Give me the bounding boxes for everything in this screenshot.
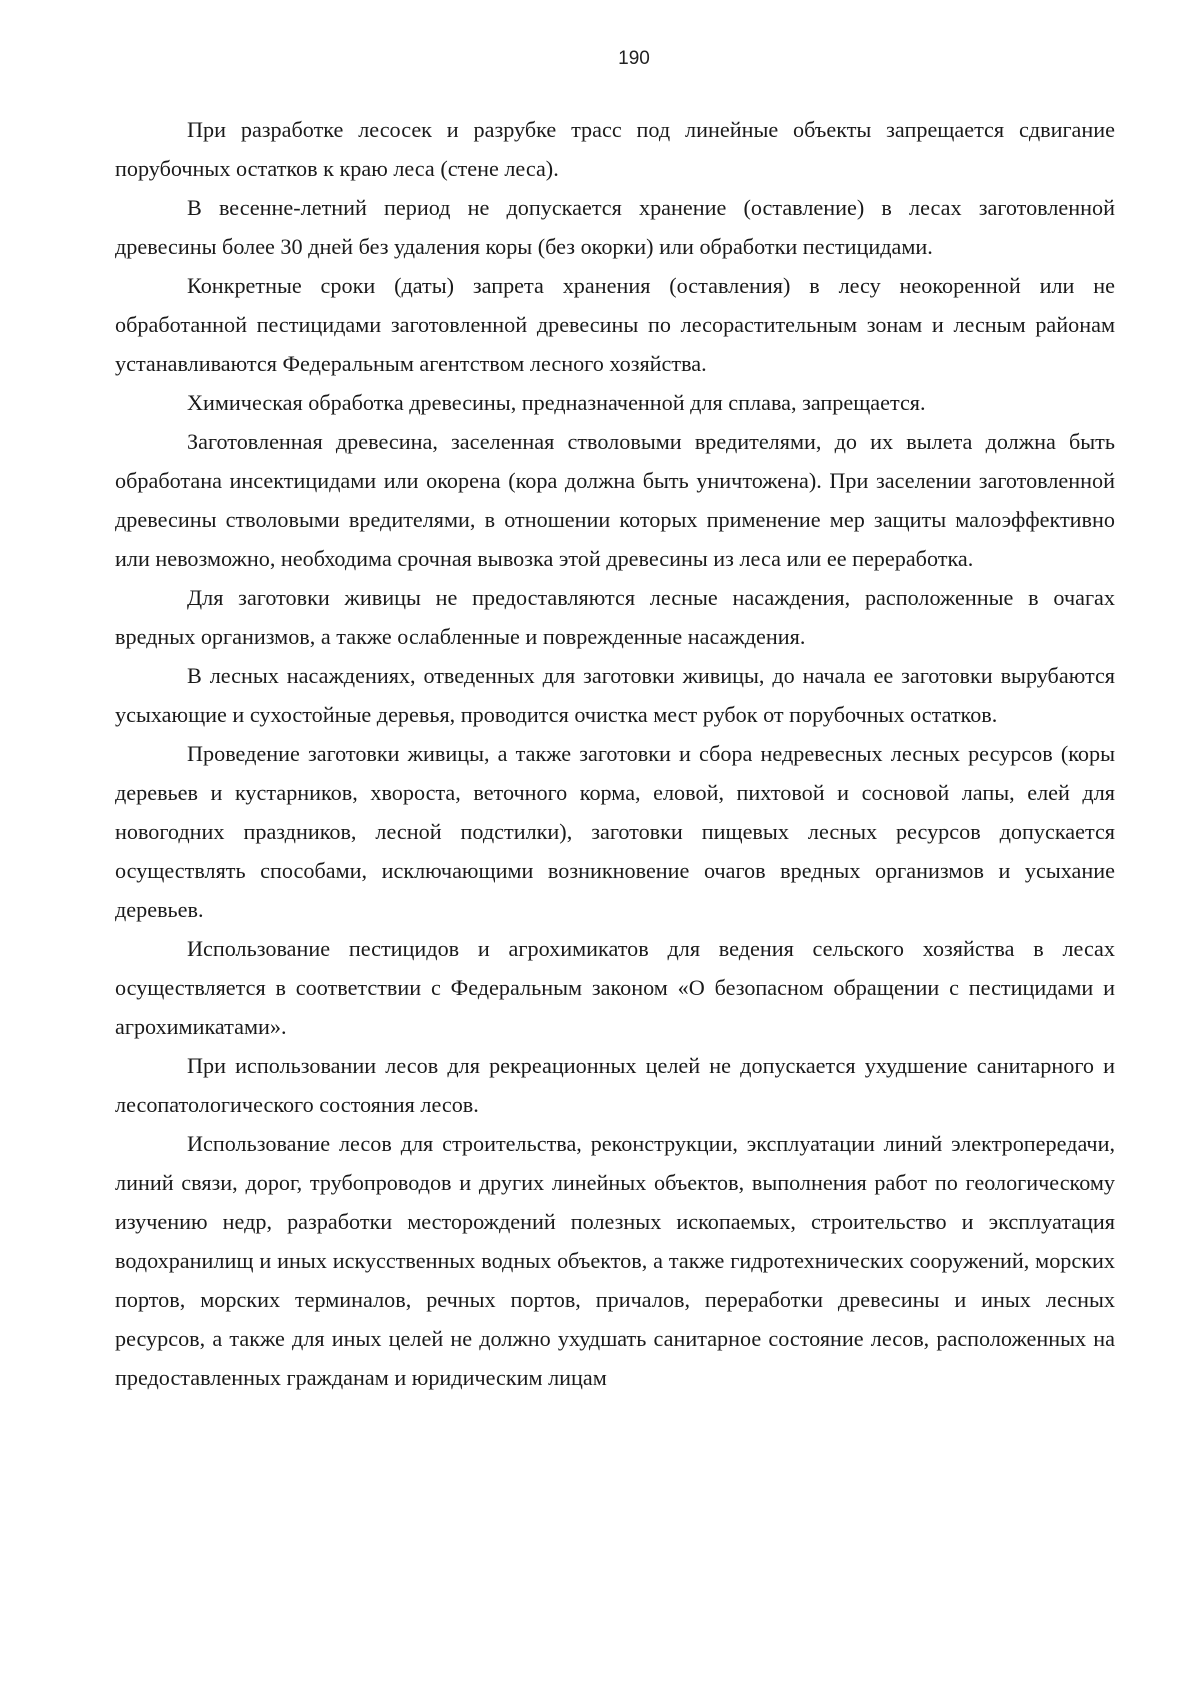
paragraph: Химическая обработка древесины, предназначенной для сплава, запрещается. (187, 390, 926, 415)
paragraph: В лесных насаждениях, отведенных для заготовки живицы, до начала ее заготовки вырубаются усыхающие и сухостойные деревья, проводится очистка мест рубок от порубочных остатков. (115, 663, 1115, 727)
paragraph: Конкретные сроки (даты) запрета хранения (оставления) в лесу неокоренной или не обработанной пестицидами заготовленной древесины по лесорастительным зонам и лесным районам устанавливаются Федеральным агентством лесного хозяйства. (115, 273, 1115, 376)
paragraph: Заготовленная древесина, заселенная стволовыми вредителями, до их вылета должна быть обработана инсектицидами или окорена (кора должна быть уничтожена). При заселении заготовленной древесины стволовыми вредителями, в отношении которых применение мер защиты малоэффективно или невозможно, необходима срочная вывозка этой древесины из леса или ее переработка. (115, 429, 1115, 571)
page-number: 190 (618, 48, 650, 69)
paragraph: Проведение заготовки живицы, а также заготовки и сбора недревесных лесных ресурсов (коры деревьев и кустарников, хвороста, веточного корма, еловой, пихтовой и сосновой лапы, елей для новогодних праздников, лесной подстилки), заготовки пищевых лесных ресурсов допускается осуществлять способами, исключающими возникновение очагов вредных организмов и усыхание деревьев. (115, 741, 1115, 922)
paragraph: В весенне-летний период не допускается хранение (оставление) в лесах заготовленной древесины более 30 дней без удаления коры (без окорки) или обработки пестицидами. (115, 195, 1115, 259)
paragraph: При использовании лесов для рекреационных целей не допускается ухудшение санитарного и лесопатологического состояния лесов. (115, 1053, 1115, 1117)
paragraph: Использование лесов для строительства, реконструкции, эксплуатации линий электропередачи, линий связи, дорог, трубопроводов и других линейных объектов, выполнения работ по геологическому изучению недр, разработки месторождений полезных ископаемых, строительство и эксплуатация водохранилищ и иных искусственных водных объектов, а также гидротехнических сооружений, морских портов, морских терминалов, речных портов, причалов, переработки древесины и иных лесных ресурсов, а также для иных целей не должно ухудшать санитарное состояние лесов, расположенных на предоставленных гражданам и юридическим лицам (115, 1131, 1115, 1390)
paragraph: Для заготовки живицы не предоставляются лесные насаждения, расположенные в очагах вредных организмов, а также ослабленные и поврежденные насаждения. (115, 585, 1115, 649)
paragraph: Использование пестицидов и агрохимикатов для ведения сельского хозяйства в лесах осуществляется в соответствии с Федеральным законом «О безопасном обращении с пестицидами и агрохимикатами». (115, 936, 1115, 1039)
paragraph: При разработке лесосек и разрубке трасс под линейные объекты запрещается сдвигание порубочных остатков к краю леса (стене леса). (115, 117, 1115, 181)
document-body (115, 110, 1115, 1397)
